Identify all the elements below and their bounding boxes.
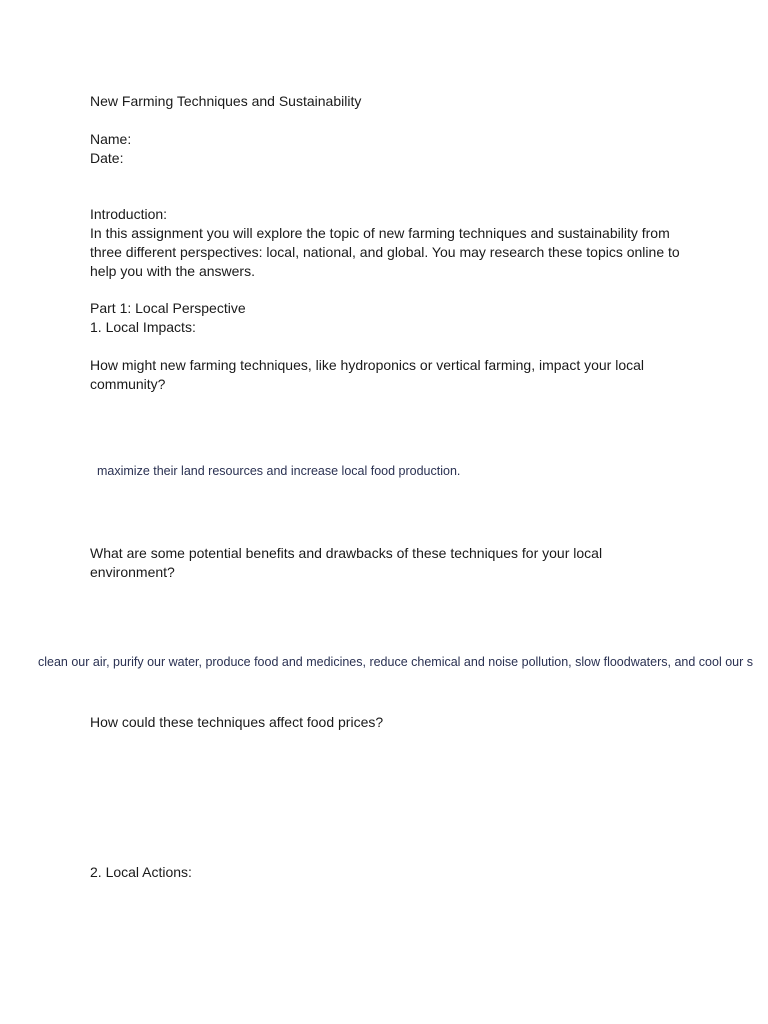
- section1-heading: 1. Local Impacts:: [90, 319, 196, 335]
- intro-text-line-2: three different perspectives: local, national, and global. You may research these topics online to: [90, 244, 680, 260]
- answer1-text: maximize their land resources and increase local food production.: [97, 464, 461, 478]
- question2-line-2: environment?: [90, 564, 175, 580]
- part1-heading: Part 1: Local Perspective: [90, 300, 246, 316]
- document-title: New Farming Techniques and Sustainability: [90, 93, 362, 109]
- intro-text-line-1: In this assignment you will explore the topic of new farming techniques and sustainability from: [90, 225, 670, 241]
- intro-text-line-3: help you with the answers.: [90, 263, 255, 279]
- date-label: Date:: [90, 150, 124, 166]
- name-label: Name:: [90, 131, 132, 147]
- question2-line-1: What are some potential benefits and drawbacks of these techniques for your local: [90, 545, 603, 561]
- question1-line-1: How might new farming techniques, like hydroponics or vertical farming, impact your local: [90, 357, 645, 373]
- question3: How could these techniques affect food prices?: [90, 714, 384, 730]
- section2-heading: 2. Local Actions:: [90, 864, 192, 880]
- question1-line-2: community?: [90, 376, 166, 392]
- answer2-text: clean our air, purify our water, produce food and medicines, reduce chemical and noise pollution, slow floodwaters, and cool our s: [38, 655, 753, 669]
- intro-heading: Introduction:: [90, 206, 168, 222]
